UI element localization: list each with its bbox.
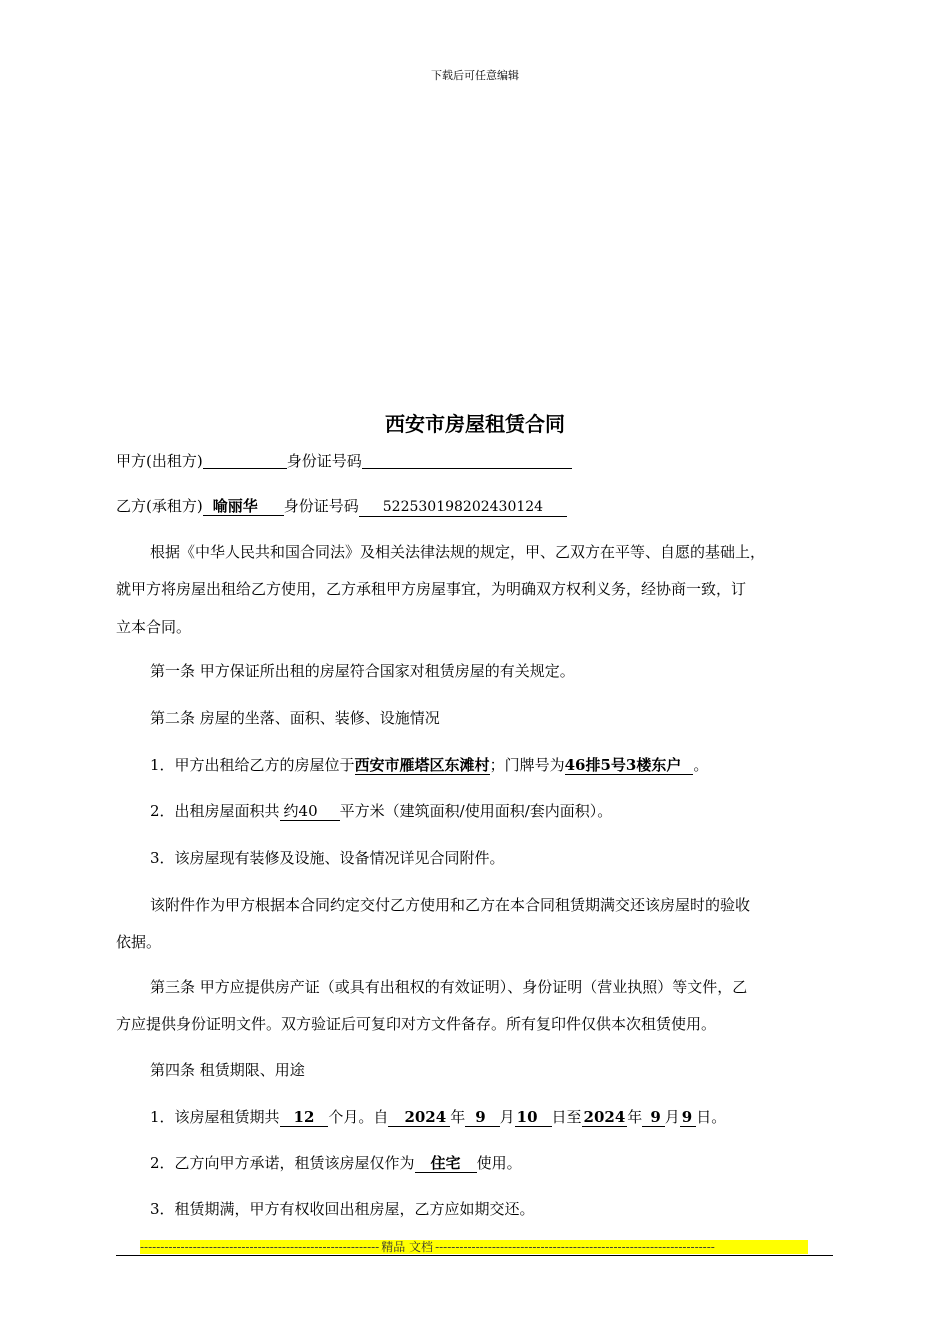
article-4-item-3: 3．租赁期满，甲方有权收回出租房屋，乙方应如期交还。 [150, 1200, 535, 1218]
article-2-note-line-2: 依据。 [116, 933, 162, 951]
article-3-line-2: 方应提供身份证明文件。双方验证后可复印对方文件备存。所有复印件仅供本次租赁使用。 [116, 1015, 717, 1033]
footer-rule [116, 1255, 833, 1256]
party-a-label: 甲方(出租方) [116, 452, 203, 470]
end-day: 9 [680, 1109, 696, 1127]
end-month: 9 [642, 1109, 664, 1127]
article-3-line-1: 第三条 甲方应提供房产证（或具有出租权的有效证明）、身份证明（营业执照）等文件，乙 [150, 978, 748, 996]
footer-dashes-left: ----------------------------------------------------------- [140, 1240, 380, 1254]
article-4-item-2-suffix: 使用。 [476, 1154, 522, 1172]
usage: 住宅 [415, 1155, 477, 1173]
party-b-line [116, 496, 567, 517]
article-4-heading: 第四条 租赁期限、用途 [150, 1061, 305, 1079]
article-2-item-1-prefix: 1．甲方出租给乙方的房屋位于 [150, 756, 355, 774]
party-b-id-number: 522530198202430124 [359, 499, 567, 517]
preamble-line-2: 就甲方将房屋出租给乙方使用，乙方承租甲方房屋事宜，为明确双方权利义务，经协商一致，订 [116, 580, 747, 598]
house-area: 约40 [280, 803, 340, 821]
lease-term-to: 日至 [551, 1108, 582, 1126]
start-year: 2024 [388, 1109, 450, 1127]
start-month-unit: 月 [499, 1108, 515, 1126]
page-title: 西安市房屋租赁合同 [385, 412, 565, 436]
article-4-item-2-prefix: 2．乙方向甲方承诺，租赁该房屋仅作为 [150, 1154, 415, 1172]
start-year-unit: 年 [450, 1108, 466, 1126]
end-month-unit: 月 [664, 1108, 680, 1126]
header-note: 下载后可任意编辑 [431, 69, 519, 82]
article-4-item-1 [150, 1107, 726, 1127]
article-2-item-1 [150, 755, 708, 775]
article-2-item-1-suffix: 。 [693, 756, 709, 774]
end-day-unit: 日。 [696, 1108, 727, 1126]
house-location: 西安市雁塔区东滩村 [354, 756, 490, 774]
article-1: 第一条 甲方保证所出租的房屋符合国家对租赁房屋的有关规定。 [150, 662, 575, 680]
party-b-id-label: 身份证号码 [283, 497, 359, 515]
party-a-id-label: 身份证号码 [286, 452, 362, 470]
end-year-unit: 年 [627, 1108, 643, 1126]
footer-band [140, 1240, 808, 1254]
preamble-line-3: 立本合同。 [116, 618, 192, 636]
article-2-item-2-prefix: 2．出租房屋面积共 [150, 802, 280, 820]
lease-term-prefix: 1．该房屋租赁期共 [150, 1108, 280, 1126]
article-2-item-3: 3．该房屋现有装修及设施、设备情况详见合同附件。 [150, 849, 505, 867]
article-2-note-line-1: 该附件作为甲方根据本合同约定交付乙方使用和乙方在本合同租赁期满交还该房屋时的验收 [150, 896, 751, 914]
article-4-item-2 [150, 1153, 522, 1173]
party-a-id-blank [362, 452, 572, 469]
door-number: 46排5号3楼东户 [565, 757, 694, 775]
lease-term-from: 个月。自 [328, 1108, 389, 1126]
article-2-item-1-mid: ；门牌号为 [489, 756, 565, 774]
start-day: 10 [515, 1109, 552, 1127]
footer-dashes-right: --------------------------------------------------------------------- [435, 1240, 715, 1254]
preamble-line-1: 根据《中华人民共和国合同法》及相关法律法规的规定，甲、乙双方在平等、自愿的基础上， [150, 543, 766, 561]
article-2-item-2-suffix: 平方米（建筑面积/使用面积/套内面积）。 [339, 802, 613, 820]
footer-label: 精品 文档 [381, 1240, 434, 1254]
start-month: 9 [465, 1109, 499, 1127]
lease-months: 12 [280, 1109, 329, 1127]
article-2-item-2 [150, 801, 612, 821]
party-a-name-blank [203, 452, 287, 469]
party-a-line [116, 451, 572, 471]
article-2-heading: 第二条 房屋的坐落、面积、装修、设施情况 [150, 709, 440, 727]
party-b-name: 喻丽华 [203, 498, 284, 516]
end-year: 2024 [583, 1108, 626, 1126]
party-b-label: 乙方(承租方) [116, 497, 203, 515]
